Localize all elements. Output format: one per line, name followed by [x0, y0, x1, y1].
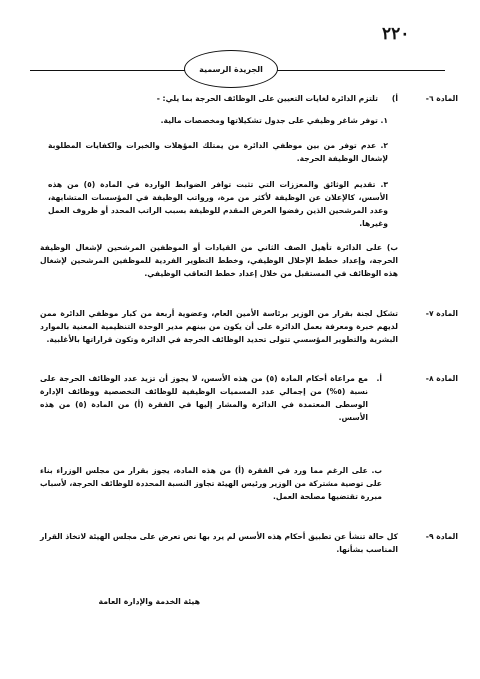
gazette-title: الجريدة الرسمية: [199, 64, 263, 74]
article-6-item-1: ١. توفر شاغر وظيفي على جدول تشكيلاتها ومخصصات مالية.: [160, 116, 388, 125]
article-6-item-3: ٣. تقديم الوثائق والمعززات التي تثبت توافر الضوابط الواردة في المادة (٥) من هذه الأسس، كالإعلان عن الوظيفة لأكثر من مرة، ورواتب الوظيفة في المؤسسات المتشابهة، وعدد المرشحين الذين رفضوا العرض المقدم للوظيفة بسبب الراتب المحدد أو ظروف العمل وغيرها.: [48, 180, 388, 228]
article-6-sub-b: ب) على الدائرة تأهيل الصف الثاني من القيادات أو الموظفين المرشحين لإشغال الوظيفة الحرجة، وإعداد خطط الإحلال الوظيفي، وخطط التطوير الفردية للموظفين المرشحين لإشغال هذه الوظائف في المستقبل من خلال إعداد خطط التعاقب الوظيفي.: [40, 243, 398, 278]
article-6-sub-a-marker: أ): [391, 94, 398, 103]
page-number: ٢٢٠: [382, 24, 410, 44]
article-9-text: كل حالة تنشأ عن تطبيق أحكام هذه الأسس لم يرد بها نص تعرض على مجلس الهيئة لاتخاذ القرار المناسب بشأنها.: [40, 532, 398, 554]
gazette-title-badge: [184, 50, 278, 88]
article-7-label: المادة ٧-: [425, 309, 458, 318]
article-8-sub-a: مع مراعاة أحكام المادة (٥) من هذه الأسس، لا يجوز أن تزيد عدد الوظائف الحرجة على نسبة (٥%) من إجمالي عدد المسميات الوظيفية للوظائف التخصصية ووظائف الإدارة الوسطى المعتمدة في الدائرة والمشار إليها في الفقرة (أ) من المادة (٥) من هذه الأسس.: [40, 374, 369, 422]
article-7-text: تشكل لجنة بقرار من الوزير برئاسة الأمين العام، وعضوية أربعة من كبار موظفي الدائرة ممن لديهم خبرة ومعرفة بعمل الدائرة على أن يكون من بينهم مدير الوحدة التنظيمية المعنية بالموارد البشرية والتطوير المؤسسي تتولى تحديد الوظائف الحرجة في الدائرة وتكون قراراتها بالأغلبية.: [40, 309, 398, 344]
article-9-label: المادة ٩-: [425, 532, 458, 541]
article-6-label: المادة ٦-: [425, 94, 458, 103]
issuer-signature: هيئة الخدمة والإدارة العامة: [98, 597, 200, 606]
article-8-label: المادة ٨-: [425, 374, 458, 383]
article-6-item-2: ٢. عدم توفر من بين موظفي الدائرة من يمتلك المؤهلات والخبرات والكفايات المطلوبة لإشغال الوظيفة الحرجة.: [48, 141, 388, 163]
article-8-sub-b: ب. على الرغم مما ورد في الفقرة (أ) من هذه المادة، يجوز بقرار من مجلس الوزراء بناء على توصية مشتركة من الوزير ورئيس الهيئة تجاوز النسبة المحددة للوظائف الحرجة، لأسباب مبررة تقتضيها مصلحة العمل.: [40, 466, 382, 501]
article-6-intro: تلتزم الدائرة لغايات التعيين على الوظائف الحرجة بما يلي: -: [156, 94, 378, 103]
article-8-sub-a-marker: أ.: [376, 374, 382, 383]
